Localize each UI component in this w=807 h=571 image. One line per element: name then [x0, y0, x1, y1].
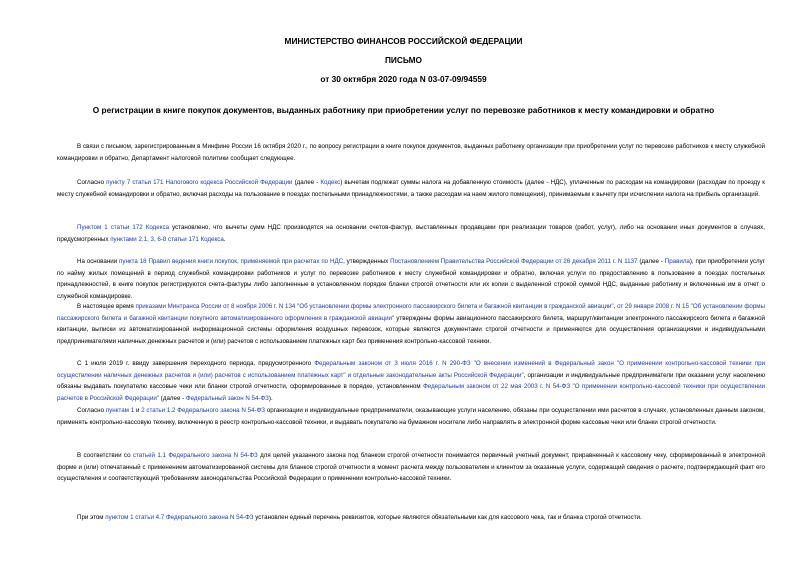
paragraph-text: ), при приобретении услуг по найму жилых помещений в период служебной командировки работников и услуг по перевозке работников к месту служебной командировки и обратно, включая услуги по предоставлению в пользование в поездах постельных принадлежностей, в книге покупок регистрируются счета-фактуры либо заполненные в установленном порядке бланки строгой отчетности или их копии с выделенной строкой суммой НДС, выданные работнику и включенные им в отчет о служебной командировке. — [57, 258, 765, 300]
paragraph-mintrans-orders — [57, 301, 765, 347]
paragraph-54-fz-article-1-2 — [57, 405, 765, 428]
paragraph-rules-18 — [57, 256, 765, 302]
paragraph-text: ). — [268, 394, 273, 402]
paragraph-text: При этом — [77, 514, 106, 521]
paragraph-text: В соответствии со — [77, 452, 133, 459]
paragraph-text: организации и индивидуальные предприниматели, оказывающие услуги населению, обязаны при осуществлении ими расчетов в случаях, установленных данным законом, применять контрольно-кассовую технику, включенную в реестр контрольно-кассовой техники, и выдавать покупателю на бумажном носителе либо направлять в электронной форме кассовые чеки или бланки строгой отчетности. — [57, 407, 765, 426]
paragraph-text: для целей указанного закона под бланком строгой отчетности понимается первичный учетный документ, приравненный к кассовому чеку, сформированный в электронной форме и (или) отпечатанный с применением автоматизированной системы для бланков строгой отчетности в момент расчета между пользователем и клиентом за оказанные услуги, содержащий сведения о расчете, подтверждающий факт его осуществления и соответствующий требованиям законодательства Российской Федерации о применении контрольно-кассовой техники. — [57, 452, 765, 483]
legal-reference-link[interactable]: приказами Минтранса России от 8 ноября 2006 г. N 134 "Об установлении формы электронного пассажирского билета и багажной квитанции в гражданской авиации" — [135, 303, 614, 310]
document-type: ПИСЬМО — [384, 55, 423, 65]
paragraph-text: установлено, что вычеты сумм НДС производятся на основании счетов-фактур, выставленных продавцами при реализации товаров (работ, услуг), либо на основании иных документов в случаях, предусмотренных — [57, 224, 765, 243]
legal-reference-link[interactable]: Федеральным законом от 22 мая 2003 г. N 54-ФЗ "О применении контрольно-кассовой техники при осуществлении расчетов в Российской Федерации" — [57, 383, 765, 402]
paragraph-text: (далее - — [637, 258, 665, 265]
legal-reference-link[interactable]: Пунктом 1 статьи 172 Кодекса — [77, 224, 170, 231]
paragraph-text: Согласно — [77, 407, 106, 414]
paragraph-text: . — [223, 235, 226, 243]
legal-reference-link[interactable]: статьей 1.1 Федерального закона N 54-ФЗ — [132, 452, 258, 459]
document-date-number: от 30 октября 2020 года N 03-07-09/94559 — [320, 74, 487, 84]
paragraph-article-172 — [57, 222, 765, 245]
paragraph-text: В связи с письмом, зарегистрированным в Минфине России 16 октября 2020 г., по вопросу регистрации в книге покупок документов, выданных работнику организации при приобретении услуг по перевозке работников к месту служебной командировки и обратно, Департамент налоговой политики сообщает следующее. — [57, 143, 765, 162]
legal-reference-link[interactable]: пункту 7 статьи 171 Налогового кодекса Российской Федерации — [106, 179, 293, 186]
paragraph-text: (далее - — [292, 179, 321, 186]
legal-reference-link[interactable]: пунктам 1 — [105, 407, 135, 414]
ministry-title: МИНИСТЕРСТВО ФИНАНСОВ РОССИЙСКОЙ ФЕДЕРАЦИИ — [284, 36, 523, 46]
paragraph-text: установлен единый перечень реквизитов, которые являются обязательными как для кассового чека, так и бланка строгой отчетности. — [253, 514, 642, 521]
paragraph-text: ) вычетам подлежат суммы налога на добавленную стоимость (далее - НДС), уплаченные по расходам на командировки (расходам по проезду к месту служебной командировки и обратно, включая расходы на пользование в поездах постельными принадлежностями, а также расходам на наем жилого помещения), принимаемым к вычету при исчислении налога на прибыль организаций. — [57, 179, 765, 198]
paragraph-text: В настоящее время — [77, 303, 136, 310]
paragraph-text: Согласно — [77, 179, 107, 186]
document-subject: О регистрации в книге покупок документов, выданных работнику при приобретении услуг по перевозке работников к месту командировки и обратно — [92, 105, 715, 115]
legal-reference-link[interactable]: 2 статьи 1.2 Федерального закона N 54-ФЗ — [141, 407, 266, 414]
paragraph-290-fz — [57, 358, 765, 404]
legal-reference-link[interactable]: Федеральный закон N 54-ФЗ — [185, 394, 269, 402]
legal-reference-link[interactable]: пункта 18 Правил ведения книги покупок, применяемой при расчетах по НДС — [119, 258, 344, 265]
paragraph-text: и — [134, 407, 142, 414]
paragraph-text: утверждены формы авиационного пассажирского билета, маршрут/квитанции электронного пассажирского билета и багажной квитанции, выписки из автоматизированной информационной системы оформления воздушных перевозок, которые являются документами строгой отчетности и применяются для осуществления организациями и индивидуальными предпринимателями наличных денежных расчетов и (или) расчетов с использованием платежных карт без применения контрольно-кассовой техники. — [57, 314, 765, 345]
paragraph-text: , организации и индивидуальные предприниматели при оказании услуг населению обязаны выдавать покупателю кассовые чеки или бланки строгой отчетности, сформированные в порядке, установленном — [57, 371, 765, 391]
paragraph-text: На основании — [77, 258, 120, 265]
paragraph-text: , — [613, 303, 618, 310]
paragraph-text: С 1 июля 2019 г. ввиду завершения переходного периода, предусмотренного — [77, 360, 315, 367]
paragraph-article-171 — [57, 177, 765, 200]
legal-reference-link[interactable]: пунктами 2.1, 3, 6-8 статьи 171 Кодекса — [110, 235, 224, 243]
paragraph-54-fz-article-4-7 — [57, 512, 765, 524]
paragraph-text: , утвержденных — [343, 258, 391, 265]
legal-reference-link[interactable]: пунктом 1 статьи 4.7 Федерального закона N 54-ФЗ — [105, 514, 254, 521]
legal-reference-link[interactable]: от 29 января 2008 г. N 15 "Об установлении формы пассажирского билета и багажной квитанции покупного автоматизированного оформления в гражданской авиации" — [57, 303, 765, 322]
paragraph-intro — [57, 141, 765, 164]
legal-reference-link[interactable]: Федеральным законом от 3 июля 2016 г. N 290-ФЗ "О внесении изменений в Федеральный закон "О применении контрольно-кассовой техники при осуществлении наличных денежных расчетов и (или) расчетов с использованием платежных карт" и отдельные законодательные акты Российской Федерации" — [57, 360, 766, 379]
legal-reference-link[interactable]: Кодекс — [320, 179, 341, 186]
paragraph-text: (далее - — [159, 394, 186, 402]
legal-reference-link[interactable]: Правила — [664, 258, 690, 265]
paragraph-54-fz-article-1-1 — [57, 450, 765, 485]
legal-reference-link[interactable]: Постановлением Правительства Российской Федерации от 26 декабря 2011 г. N 1137 — [390, 258, 638, 265]
